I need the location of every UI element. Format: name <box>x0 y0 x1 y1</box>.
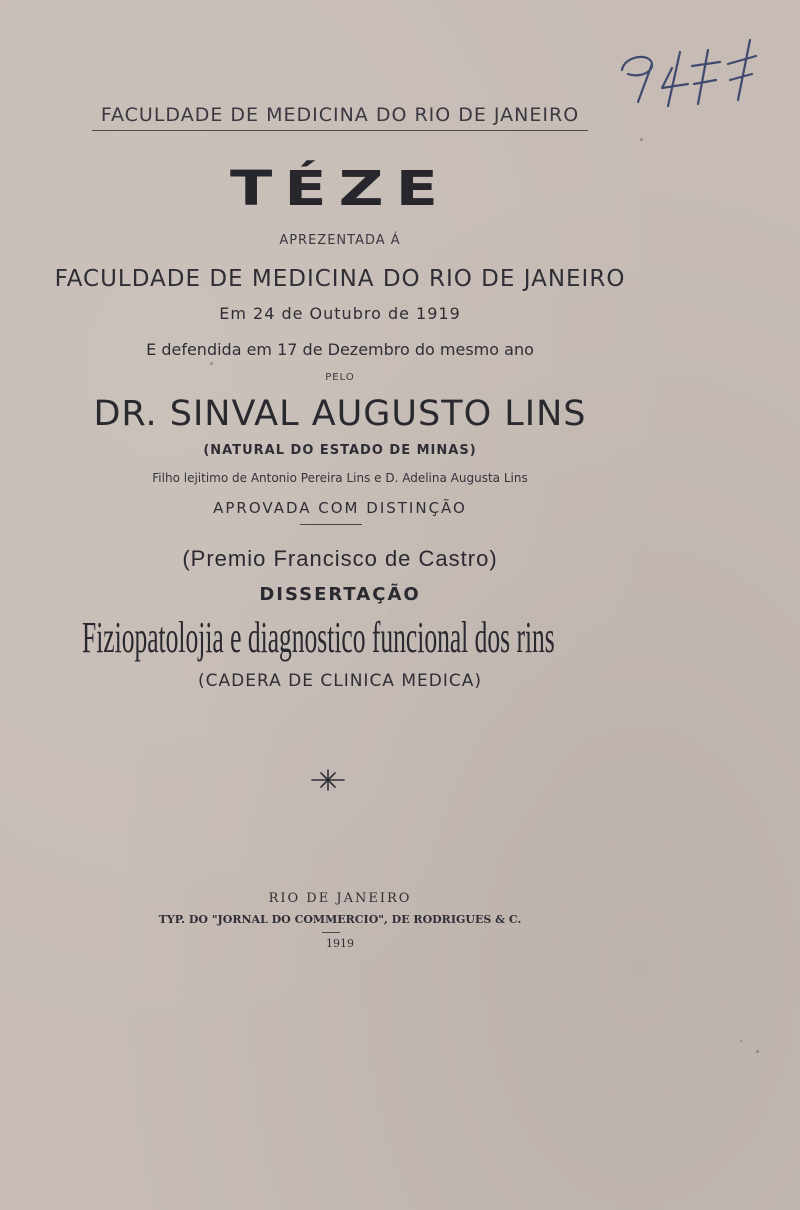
imprint-printer: TYP. DO "JORNAL DO COMMERCIO", DE RODRIGUES & C. <box>158 913 522 926</box>
presented-to-line: APREZENTADA Á <box>279 233 401 248</box>
paper-speck <box>210 362 213 365</box>
author-filiation: Filho lejitimo de Antonio Pereira Lins e D. Adelina Augusta Lins <box>152 471 528 485</box>
presentation-date: Em 24 de Outubro de 1919 <box>219 304 461 323</box>
ornament-icon <box>310 767 346 793</box>
imprint-year: 1919 <box>326 937 354 950</box>
paper-speck <box>640 138 643 141</box>
award-name: (Premio Francisco de Castro) <box>182 546 498 571</box>
faculty-name: FACULDADE DE MEDICINA DO RIO DE JANEIRO <box>54 266 626 292</box>
paper-speck <box>740 1040 742 1042</box>
imprint-divider <box>322 932 340 933</box>
approval-status: APROVADA COM DISTINÇÃO <box>213 499 467 517</box>
defense-date: E defendida em 17 de Dezembro do mesmo ano <box>146 340 534 359</box>
imprint-city: RIO DE JANEIRO <box>268 891 412 906</box>
document-title: TÉZE <box>230 160 450 217</box>
author-name: DR. SINVAL AUGUSTO LINS <box>93 394 587 434</box>
section-divider <box>300 524 362 525</box>
author-origin: (NATURAL DO ESTADO DE MINAS) <box>203 443 477 458</box>
paper-speck <box>756 1050 759 1053</box>
handwritten-catalog-number <box>610 30 760 110</box>
chair-name: (CADERA DE CLINICA MEDICA) <box>198 671 482 691</box>
header-rule <box>92 130 588 131</box>
by-label: PELO <box>325 372 355 383</box>
dissertation-label: DISSERTAÇÃO <box>259 584 421 605</box>
thesis-title: Fiziopatolojia e diagnostico funcional dos rins <box>82 613 555 662</box>
institution-header: FACULDADE DE MEDICINA DO RIO DE JANEIRO <box>100 104 580 126</box>
